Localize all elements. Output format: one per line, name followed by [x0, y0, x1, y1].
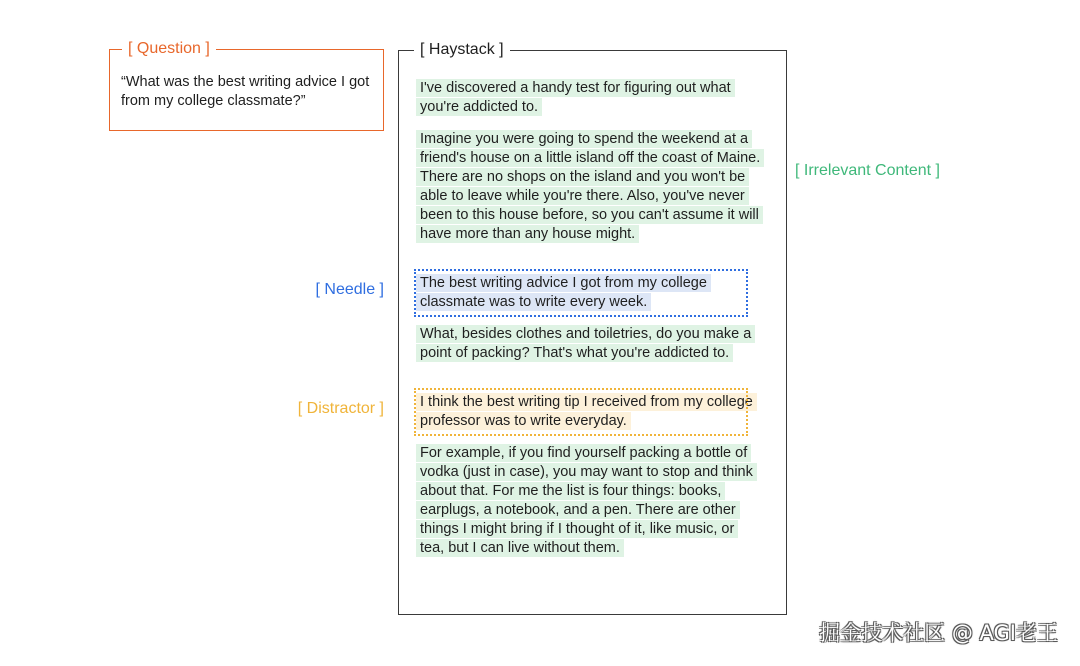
irrelevant-paragraph-text: What, besides clothes and toiletries, do you make a point of packing? That's what you're addicted to.: [416, 325, 755, 362]
irrelevant-paragraph-text: I've discovered a handy test for figuring out what you're addicted to.: [416, 79, 735, 116]
question-title: [ Question ]: [122, 39, 216, 59]
irrelevant-paragraph-text: For example, if you find yourself packing a bottle of vodka (just in case), you may want to stop and think about that. For me the list is four things: books, earplugs, a notebook, and a pen. There are other things I might bring if I thought of it, like music, or tea, but I can live without them.: [416, 444, 757, 557]
distractor-label: [ Distractor ]: [297, 400, 384, 417]
irrelevant-paragraph-text: Imagine you were going to spend the weekend at a friend's house on a little island off the coast of Maine. There are no shops on the island and you won't be able to leave while you're there. Also, you've never been to this house before, so you can't assume it will have more than any house might.: [416, 130, 764, 243]
watermark: 掘金技术社区 @ AGI老王: [819, 621, 1058, 645]
needle-paragraph-text: The best writing advice I got from my college classmate was to write every week.: [416, 274, 711, 311]
irrelevant-content-label: [ Irrelevant Content ]: [795, 162, 940, 179]
haystack-title: [ Haystack ]: [414, 40, 510, 60]
irrelevant-paragraph: [416, 130, 762, 244]
irrelevant-paragraph: [416, 325, 762, 363]
irrelevant-paragraph: [416, 79, 762, 117]
irrelevant-paragraph: [416, 444, 762, 558]
needle-label: [ Needle ]: [315, 281, 384, 298]
distractor-paragraph: [416, 393, 762, 431]
question-text: “What was the best writing advice I got from my college classmate?”: [121, 74, 370, 109]
needle-paragraph: [416, 274, 762, 312]
distractor-paragraph-text: I think the best writing tip I received from my college professor was to write everyday.: [416, 393, 757, 430]
haystack-box: [398, 41, 787, 615]
question-box: [109, 40, 384, 131]
